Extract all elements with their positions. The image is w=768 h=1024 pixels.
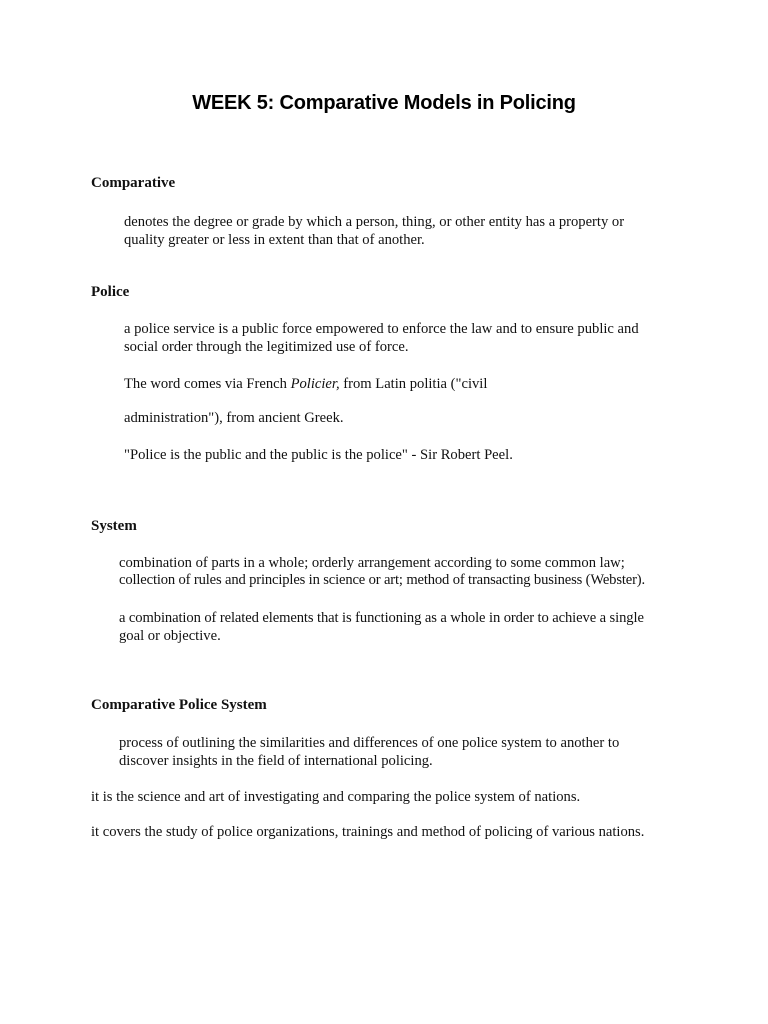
heading-police: Police [91,284,130,300]
cps-definition-line-2: discover insights in the field of international policing. [119,753,433,769]
page-title: WEEK 5: Comparative Models in Policing [192,92,576,114]
police-etymology-line-1 [124,375,487,394]
system-definition-2-line-1: a combination of related elements that is functioning as a whole in order to achieve a single [119,610,644,626]
heading-comparative-police-system: Comparative Police System [91,697,267,713]
system-definition-1-line-1: combination of parts in a whole; orderly arrangement according to some common law; [119,555,625,571]
heading-system: System [91,518,137,534]
cps-definition-line-1: process of outlining the similarities and differences of one police system to another to [119,735,620,751]
cps-covers-line: it covers the study of police organizations, trainings and method of policing of various nations. [91,824,645,840]
heading-comparative: Comparative [91,175,176,191]
etymology-text-post: from Latin politia ("civil [339,376,488,392]
police-definition-line-1: a police service is a public force empowered to enforce the law and to ensure public and [124,321,639,337]
system-definition-1-line-2: collection of rules and principles in science or art; method of transacting business (Webster). [119,572,645,588]
comparative-definition-line-1: denotes the degree or grade by which a person, thing, or other entity has a property or [124,214,625,230]
system-definition-2-line-2: goal or objective. [119,628,221,644]
police-definition-line-2: social order through the legitimized use of force. [124,339,409,355]
etymology-italic-word: Policier, [290,376,340,392]
cps-science-line: it is the science and art of investigating and comparing the police system of nations. [91,789,581,805]
comparative-definition-line-2: quality greater or less in extent than that of another. [124,232,425,248]
police-etymology-line-2: administration"), from ancient Greek. [124,410,344,426]
police-quote: "Police is the public and the public is the police" - Sir Robert Peel. [124,447,513,463]
etymology-text-pre: The word comes via French [124,376,291,392]
